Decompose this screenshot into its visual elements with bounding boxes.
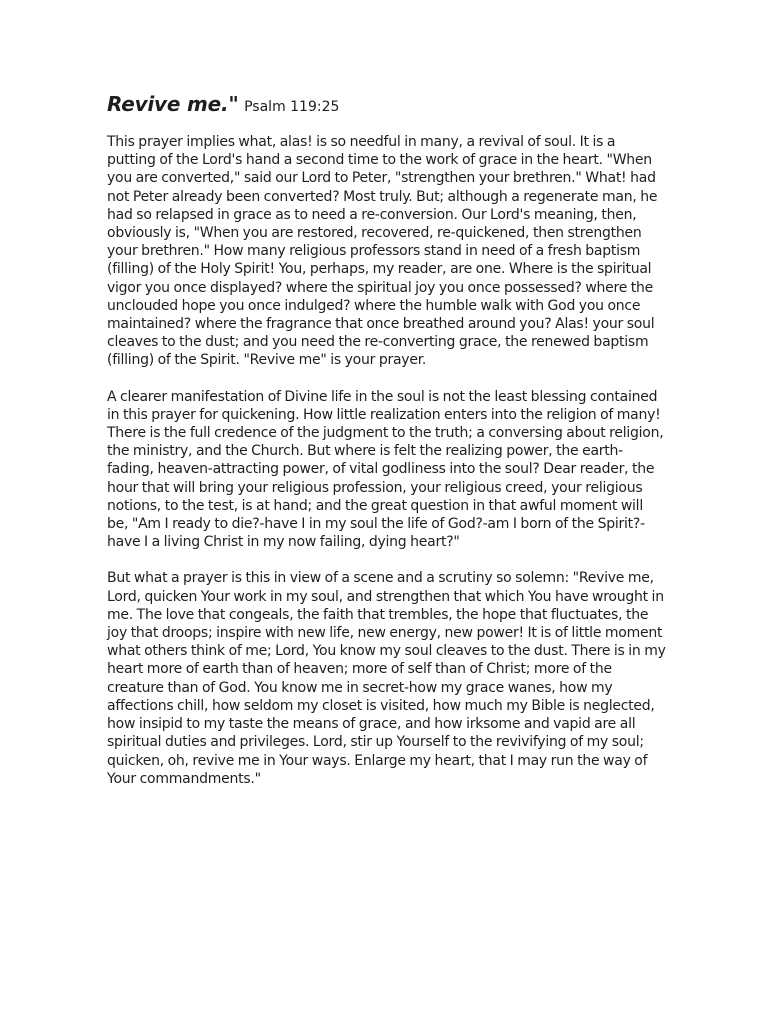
paragraph-2: A clearer manifestation of Divine life in the soul is not the least blessing contained in this prayer for quickening. How little realization enters into the religion of many! There is the full credence of the judgment to the truth; a conversing about religion, the ministry, and the Church. But where is felt the realizing power, the earth-fading, heaven-attracting power, of vital godliness into the soul? Dear reader, the hour that will bring your religious profession, your religious creed, your religious notions, to the test, is at hand; and the great question in that awful moment will be, "Am I ready to die?-have I in my soul the life of God?-am I born of the Spirit?-have I a living Christ in my now failing, dying heart?" <box>107 388 664 551</box>
paragraph-3: But what a prayer is this in view of a scene and a scrutiny so solemn: "Revive me, Lord, quicken Your work in my soul, and strengthen that which You have wrought in me. The love that congeals, the faith that trembles, the hope that fluctuates, the joy that droops; inspire with new life, new energy, new power! It is of little moment what others think of me; Lord, You know my soul cleaves to the dust. There is in my heart more of earth than of heaven; more of self than of Christ; more of the creature than of God. You know me in secret-how my grace wanes, how my affections chill, how seldom my closet is visited, how much my Bible is neglected, how insipid to my taste the means of grace, and how irksome and vapid are all spiritual duties and privileges. Lord, stir up Yourself to the revivifying of my soul; quicken, oh, revive me in Your ways. Enlarge my heart, that I may run the way of Your commandments." <box>107 570 666 787</box>
scripture-reference: Psalm 119:25 <box>239 99 340 115</box>
paragraph-1: This prayer implies what, alas! is so needful in many, a revival of soul. It is a putting of the Lord's hand a second time to the work of grace in the heart. "When you are converted," said our Lord to Peter, "strengthen your brethren." What! had not Peter already been converted? Most truly. But; although a regenerate man, he had so relapsed in grace as to need a re-conversion. Our Lord's meaning, then, obviously is, "When you are restored, recovered, re-quickened, then strengthen your brethren." How many religious professors stand in need of a fresh baptism (filling) of the Holy Spirit! You, perhaps, my reader, are one. Where is the spiritual vigor you once displayed? where the spiritual joy you once possessed? where the unclouded hope you once indulged? where the humble walk with God you once maintained? where the fragrance that once breathed around you? Alas! your soul cleaves to the dust; and you need the re-converting grace, the renewed baptism (filling) of the Spirit. "Revive me" is your prayer. <box>107 134 658 369</box>
heading-title: Revive me." <box>107 92 239 116</box>
document-page <box>107 92 667 806</box>
document-heading <box>107 92 667 119</box>
